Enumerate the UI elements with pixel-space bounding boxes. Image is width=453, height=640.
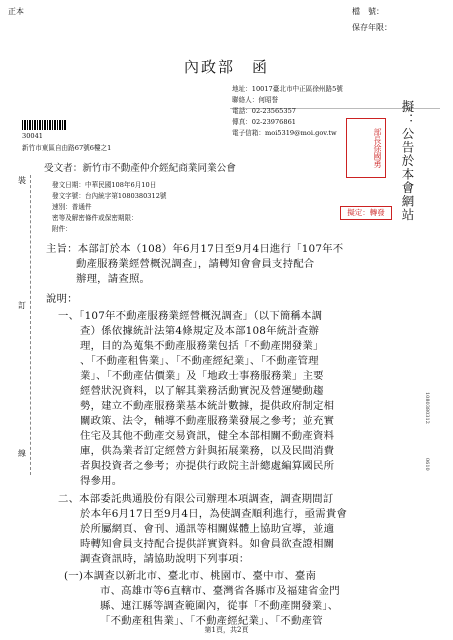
margin-code: 1080380312 — [424, 392, 430, 424]
receiver-label: 受文者： — [44, 163, 83, 174]
binding-mark-ding: 訂 — [18, 301, 26, 310]
body-line: 勢，建立不動產服務業基本統計數據，提供政府制定相 — [80, 400, 335, 412]
binding-mark-xian: 線 — [18, 449, 26, 458]
binding-mark-zhuang: 裝 — [18, 176, 26, 185]
sender-phone: 電話：02-23565357 — [232, 107, 296, 115]
official-seal-stamp: 部長徐國勇 — [346, 118, 386, 178]
security-class: 密等及解密條件或保密期限： — [52, 214, 138, 222]
sender-email[interactable]: 電子信箱：moi5319@moi.gov.tw — [232, 129, 337, 137]
handwritten-side-note: 擬：公告於本會網站 — [400, 100, 415, 222]
body-line: 理，目的為蒐集不動產服務業包括「不動產開發業」 — [80, 340, 324, 352]
body-line: 住宅及其他不動產交易資訊，健全本部相關不動產資料 — [80, 430, 335, 442]
binding-line — [30, 175, 31, 475]
body-line: 者與投資者之參考；亦提供行政院主計總處編算國民所 — [80, 460, 335, 472]
issue-date: 發文日期：中華民國108年6月10日 — [52, 181, 157, 189]
body-line: 查）係依據統計法第4條規定及本部108年統計查辦 — [80, 325, 320, 337]
body-line: 經營狀況資料，以了解其業務活動實況及營運變動趨 — [80, 385, 324, 397]
postal-barcode — [22, 120, 66, 130]
body-line: 於所屬網頁、會刊、通訊等相關媒體上協助宣導，並適 — [80, 523, 335, 535]
file-number-label: 檔 號： — [352, 7, 384, 16]
body-line: 時轉知會員支持配合提供詳實資料。如會員欲查證相關 — [80, 538, 335, 550]
copy-label: 正本 — [8, 7, 24, 16]
recipient-address: 新竹市東區自由路67號6樓之1 — [22, 144, 112, 152]
document-title: 內政部 函 — [183, 58, 269, 76]
body-line: 庫，供為業者訂定經營方針與拓展業務，以及民間消費 — [80, 445, 335, 457]
approval-stamp: 擬定：轉發 — [340, 206, 392, 220]
barcode-number: 30041 — [22, 132, 43, 140]
body-line: 業」、「不動產估價業」及「地政士事務服務業」主要 — [80, 370, 324, 382]
receiver-name: 新竹市不動產仲介經紀商業同業公會 — [82, 163, 236, 174]
document-number: 發文字號：台內統字第1080380312號 — [52, 192, 167, 200]
sender-address: 地址：10017臺北市中正區徐州路5號 — [232, 85, 343, 93]
body-line: 主旨：本部訂於本（108）年6月17日至9月4日進行「107年不 — [46, 243, 344, 255]
margin-date: 0610 — [424, 458, 430, 471]
body-line: 、「不動產租售業」、「不動產經紀業」、「不動產管理 — [80, 355, 319, 367]
body-line: 縣、連江縣等調查範圍內，從事「不動產開發業」、 — [100, 600, 339, 612]
body-line: 關政策、法令，輔導不動產服務業發展之參考；並充實 — [80, 415, 335, 427]
body-line: 動產服務業經營概況調查」，請轉知會會員支持配合 — [76, 258, 315, 270]
body-line: 二、本部委託典通股份有限公司辦理本項調查，調查期間訂 — [58, 493, 334, 505]
page-footer: 第1頁，共2頁 — [204, 626, 249, 634]
body-line: 一、「107年不動產服務業經營概況調查」（以下簡稱本調 — [58, 310, 323, 322]
attachment-label: 附件： — [52, 225, 72, 233]
body-line: 說明： — [46, 293, 78, 305]
body-line: 於本年6月17日至9月4日，為使調查順利進行，亟需貴會 — [80, 508, 348, 520]
receiver-row — [44, 160, 236, 174]
body-line: 得參用。 — [80, 475, 123, 487]
sender-fax: 傳真：02-23976861 — [232, 118, 296, 126]
sender-contact: 聯絡人：何昭誉 — [232, 96, 279, 104]
body-line: 「不動產租售業」、「不動產經紀業」、「不動產管 — [100, 615, 323, 627]
body-line: 調查資訊時，請協助說明下列事項： — [80, 553, 250, 565]
retention-period-label: 保存年限： — [352, 23, 392, 32]
body-line: (一)本調查以新北市、臺北市、桃園市、臺中市、臺南 — [64, 570, 317, 582]
body-line: 市、高雄市等6直轄市、臺灣省各縣市及福建省金門 — [100, 585, 340, 597]
body-line: 辦理，請查照。 — [76, 273, 151, 285]
speed-class: 速別：普通件 — [52, 203, 92, 211]
